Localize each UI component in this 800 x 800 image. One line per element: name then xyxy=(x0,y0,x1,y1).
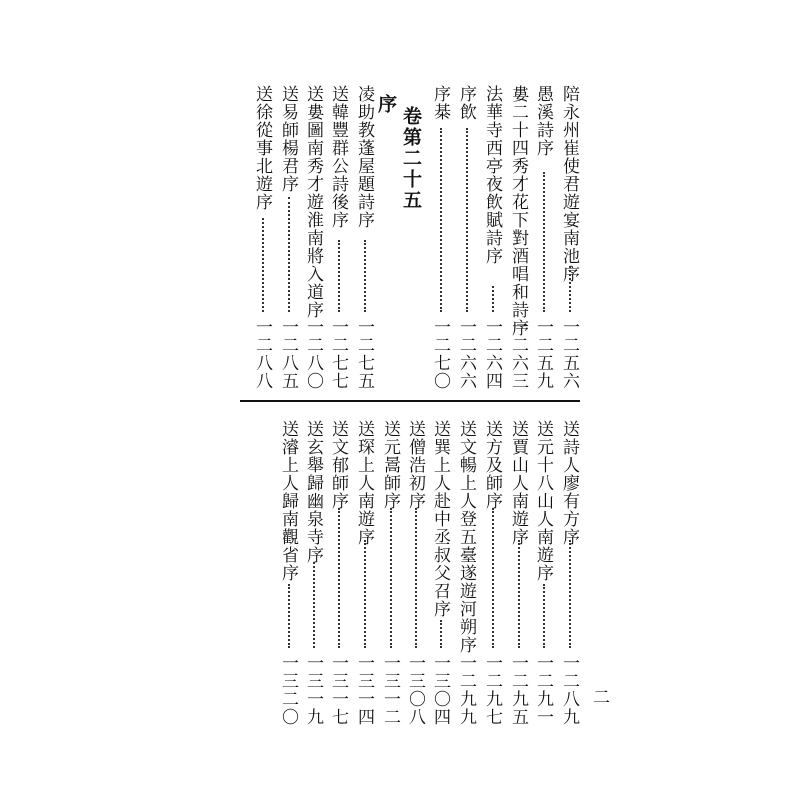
toc-leader-dots xyxy=(440,128,442,312)
toc-entry-title: 送文暢上人登五臺遂遊河朔序 xyxy=(456,420,476,654)
toc-entry-page: 一二七七 xyxy=(328,318,348,390)
toc-entry-page: 一三一二 xyxy=(380,654,400,726)
toc-entry-title: 送方及師序 xyxy=(482,420,502,510)
page-number: 二 xyxy=(589,688,609,706)
toc-entry-page: 一三一九 xyxy=(303,654,323,726)
toc-entry-page: 一三〇四 xyxy=(430,654,450,726)
toc-entry-page: 一二八八 xyxy=(252,318,272,390)
toc-leader-dots xyxy=(440,620,442,648)
toc-entry-page: 一二七五 xyxy=(354,318,374,390)
toc-entry-page: 一二八五 xyxy=(278,318,298,390)
toc-entry-title: 送徐從事北遊序 xyxy=(252,85,272,211)
toc-leader-dots xyxy=(466,128,468,312)
toc-entry-page: 一三一四 xyxy=(354,654,374,726)
toc-leader-dots xyxy=(338,240,340,312)
toc-entry-title: 凌助教蓬屋題詩序 xyxy=(354,85,374,229)
toc-entry-title: 序棊 xyxy=(430,85,450,121)
toc-leader-dots xyxy=(364,540,366,648)
toc-entry-title: 送琛上人南遊序 xyxy=(354,420,374,546)
toc-leader-dots xyxy=(569,540,571,648)
toc-entry-page: 一二六六 xyxy=(456,318,476,390)
toc-leader-dots xyxy=(415,508,417,648)
toc-entry-page: 一二六三 xyxy=(508,318,528,390)
toc-leader-dots xyxy=(262,218,264,312)
toc-leader-dots xyxy=(492,286,494,312)
toc-entry-title: 送元暠師序 xyxy=(380,420,400,510)
toc-leader-dots xyxy=(288,584,290,648)
toc-entry-title: 送賈山人南遊序 xyxy=(508,420,528,546)
toc-entry-page: 一二九一 xyxy=(533,654,553,726)
volume-title: 卷第二十五 xyxy=(400,106,422,211)
toc-entry-title: 送玄舉歸幽泉寺序 xyxy=(303,420,323,564)
toc-entry-page: 一二六四 xyxy=(482,318,502,390)
toc-entry-title: 陪永州崔使君遊宴南池序 xyxy=(559,85,579,283)
toc-leader-dots xyxy=(288,197,290,312)
toc-entry-title: 序飲 xyxy=(456,85,476,121)
toc-leader-dots xyxy=(543,584,545,648)
toc-entry-title: 送婁圖南秀才遊淮南將入道序 xyxy=(303,85,323,319)
toc-entry-title: 送巽上人赴中丞叔父召序 xyxy=(430,420,450,618)
toc-entry-title: 送元十八山人南遊序 xyxy=(533,420,553,582)
toc-entry-page: 一二八九 xyxy=(559,654,579,726)
toc-leader-dots xyxy=(338,508,340,648)
toc-leader-dots xyxy=(390,508,392,648)
toc-entry-title: 送詩人廖有方序 xyxy=(559,420,579,546)
toc-entry-title: 愚溪詩序 xyxy=(533,85,553,157)
page-divider xyxy=(240,400,580,402)
toc-entry-page: 一三〇八 xyxy=(405,654,425,726)
toc-entry-title: 送易師楊君序 xyxy=(278,85,298,193)
toc-entry-title: 法華寺西亭夜飲賦詩序 xyxy=(482,85,502,265)
toc-entry-page: 一二九五 xyxy=(508,654,528,726)
toc-entry-title: 送文郁師序 xyxy=(328,420,348,510)
toc-entry-title: 婁二十四秀才花下對酒唱和詩序 xyxy=(508,85,528,337)
toc-entry-page: 一三二〇 xyxy=(278,654,298,726)
toc-entry-title: 送僧浩初序 xyxy=(405,420,425,510)
toc-entry-title: 送濬上人歸南觀省序 xyxy=(278,420,298,582)
toc-leader-dots xyxy=(518,540,520,648)
toc-entry-page: 一二八〇 xyxy=(303,318,323,390)
toc-leader-dots xyxy=(364,240,366,312)
toc-leader-dots xyxy=(492,508,494,648)
section-heading: 序 xyxy=(375,94,397,114)
toc-entry-title: 送韓豐群公詩後序 xyxy=(328,85,348,229)
toc-entry-page: 一二七〇 xyxy=(430,318,450,390)
toc-leader-dots xyxy=(313,562,315,648)
toc-entry-page: 一二九七 xyxy=(482,654,502,726)
toc-entry-page: 一三一七 xyxy=(328,654,348,726)
toc-entry-page: 一二九九 xyxy=(456,654,476,726)
toc-leader-dots xyxy=(543,172,545,312)
toc-entry-page: 一二五九 xyxy=(533,318,553,390)
toc-entry-page: 一二五六 xyxy=(559,318,579,390)
toc-leader-dots xyxy=(569,266,571,312)
